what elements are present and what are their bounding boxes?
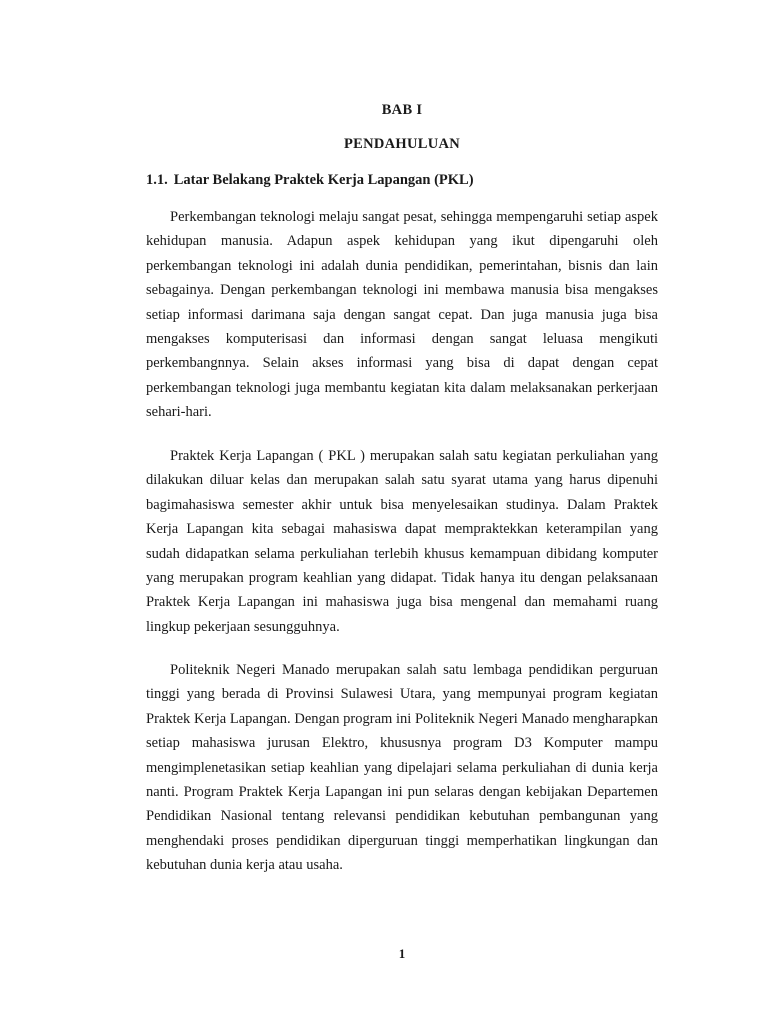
section-number: 1.1. [146, 172, 168, 188]
paragraph-1: Perkembangan teknologi melaju sangat pesat, sehingga mempengaruhi setiap aspek kehidupan manusia. Adapun aspek kehidupan yang ikut dipengaruhi oleh perkembangan teknologi ini adalah dunia pendidikan, pemerintahan, bisnis dan lain sebagainya. Dengan perkembangan teknologi ini membawa manusia bisa mengakses setiap informasi darimana saja dengan sangat cepat. Dan juga manusia juga bisa mengakses komputerisasi dan informasi dengan sangat leluasa mengikuti perkembangnnya. Selain akses informasi yang bisa di dapat dengan cepat perkembangan teknologi juga membantu kegiatan kita dalam melaksanakan perkerjaan sehari-hari. [146, 209, 658, 421]
page-number: 1 [398, 946, 406, 961]
chapter-label: BAB I [381, 102, 423, 118]
section-title: Latar Belakang Praktek Kerja Lapangan (PKL) [173, 172, 474, 188]
section-heading [146, 172, 474, 189]
paragraph-3: Politeknik Negeri Manado merupakan salah satu lembaga pendidikan perguruan tinggi yang berada di Provinsi Sulawesi Utara, yang mempunyai program kegiatan Praktek Kerja Lapangan. Dengan program ini Politeknik Negeri Manado mengharapkan setiap mahasiswa jurusan Elektro, khususnya program D3 Komputer mampu mengimplenetasikan setiap keahlian yang dipelajari selama perkuliahan di dunia kerja nanti. Program Praktek Kerja Lapangan ini pun selaras dengan kebijakan Departemen Pendidikan Nasional tentang relevansi pendidikan kebutuhan pembangunan yang menghendaki proses pendidikan diperguruan tinggi memperhatikan lingkungan dan kebutuhan dunia kerja atau usaha. [146, 662, 658, 874]
chapter-title: PENDAHULUAN [343, 136, 461, 152]
paragraph-2: Praktek Kerja Lapangan ( PKL ) merupakan salah satu kegiatan perkuliahan yang dilakukan diluar kelas dan merupakan salah satu syarat utama yang harus dipenuhi bagimahasiswa semester akhir untuk bisa menyelesaikan studinya. Dalam Praktek Kerja Lapangan kita sebagai mahasiswa dapat mempraktekkan keterampilan yang sudah didapatkan selama perkuliahan terlebih khusus kemampuan dibidang komputer yang merupakan program keahlian yang didapat. Tidak hanya itu dengan pelaksanaan Praktek Kerja Lapangan ini mahasiswa juga bisa mengenal dan memahami ruang lingkup pekerjaan sesungguhnya. [146, 448, 658, 635]
